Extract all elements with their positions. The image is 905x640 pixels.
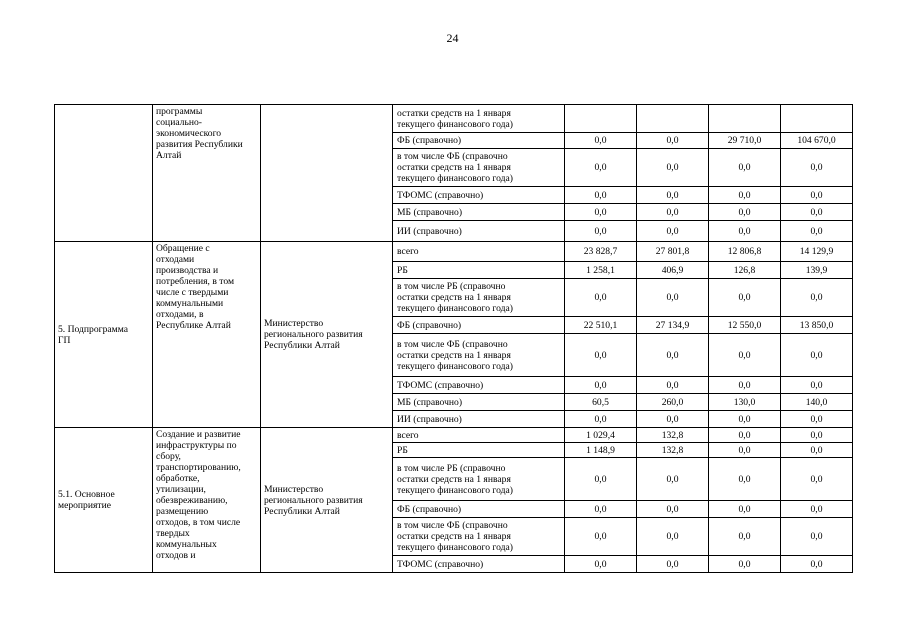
amount-cell: 0,0 xyxy=(709,279,781,317)
program-name-cell xyxy=(55,428,153,573)
funding-source-label: ТФОМС (справочно) xyxy=(397,379,484,391)
amount-cell: 0,0 xyxy=(781,334,853,377)
executor-text: Министерство регионального развития Республики Алтай xyxy=(264,318,363,351)
executor-cell xyxy=(261,242,393,428)
amount-cell: 130,0 xyxy=(709,394,781,411)
amount-cell: 0,0 xyxy=(637,204,709,221)
amount-cell: 0,0 xyxy=(565,187,637,204)
amount-cell: 0,0 xyxy=(709,411,781,428)
amount-cell: 0,0 xyxy=(709,443,781,458)
amount-cell: 0,0 xyxy=(637,187,709,204)
amount-cell: 23 828,7 xyxy=(565,242,637,262)
funding-source-cell xyxy=(393,518,565,556)
funding-source-label: МБ (справочно) xyxy=(397,396,463,408)
program-description-text: Обращение с отходами производства и потребления, в том числе с твердыми коммунальными отходами, в Республике Алтай xyxy=(156,243,235,331)
amount-cell: 0,0 xyxy=(781,221,853,242)
funding-source-cell xyxy=(393,411,565,428)
amount-cell: 0,0 xyxy=(781,443,853,458)
page-number: 24 xyxy=(446,31,459,45)
amount-cell: 0,0 xyxy=(781,377,853,394)
funding-source-label: всего xyxy=(397,246,419,257)
funding-source-cell xyxy=(393,187,565,204)
amount-cell: 22 510,1 xyxy=(565,317,637,334)
amount-cell: 1 148,9 xyxy=(565,443,637,458)
amount-cell: 27 134,9 xyxy=(637,317,709,334)
amount-cell: 0,0 xyxy=(637,149,709,187)
amount-cell: 0,0 xyxy=(709,428,781,443)
amount-cell: 0,0 xyxy=(565,334,637,377)
amount-cell: 0,0 xyxy=(781,428,853,443)
amount-cell: 0,0 xyxy=(565,501,637,518)
funding-source-label: ИИ (справочно) xyxy=(397,413,462,425)
funding-source-label: ФБ (справочно) xyxy=(397,135,462,146)
amount-cell: 406,9 xyxy=(637,262,709,279)
amount-cell: 104 670,0 xyxy=(781,133,853,149)
funding-source-label: ФБ (справочно) xyxy=(397,503,462,515)
funding-source-cell xyxy=(393,221,565,242)
amount-cell: 0,0 xyxy=(637,279,709,317)
funding-source-cell xyxy=(393,242,565,262)
amount-cell: 0,0 xyxy=(637,133,709,149)
funding-source-cell xyxy=(393,428,565,443)
amount-cell: 132,8 xyxy=(637,443,709,458)
amount-cell: 0,0 xyxy=(709,518,781,556)
amount-cell: 0,0 xyxy=(709,377,781,394)
funding-source-label: всего xyxy=(397,429,419,441)
amount-cell: 0,0 xyxy=(637,221,709,242)
amount-cell: 139,9 xyxy=(781,262,853,279)
amount-cell: 1 029,4 xyxy=(565,428,637,443)
amount-cell: 0,0 xyxy=(709,556,781,573)
funding-source-cell xyxy=(393,501,565,518)
amount-cell: 0,0 xyxy=(781,149,853,187)
executor-text: Министерство регионального развития Республики Алтай xyxy=(264,483,363,517)
amount-cell: 0,0 xyxy=(637,334,709,377)
amount-cell xyxy=(709,105,781,133)
amount-cell: 0,0 xyxy=(565,518,637,556)
amount-cell: 126,8 xyxy=(709,262,781,279)
amount-cell: 0,0 xyxy=(781,501,853,518)
funding-source-label: РБ xyxy=(397,444,408,456)
amount-cell xyxy=(781,105,853,133)
amount-cell: 0,0 xyxy=(709,221,781,242)
funding-source-label: в том числе РБ (справочно остатки средств на 1 января текущего финансового года) xyxy=(397,462,513,496)
amount-cell: 0,0 xyxy=(637,501,709,518)
funding-source-cell xyxy=(393,377,565,394)
funding-source-label: в том числе РБ (справочно остатки средств на 1 января текущего финансового года) xyxy=(397,281,513,314)
amount-cell: 0,0 xyxy=(709,187,781,204)
amount-cell: 0,0 xyxy=(781,204,853,221)
amount-cell: 0,0 xyxy=(781,556,853,573)
amount-cell: 12 806,8 xyxy=(709,242,781,262)
funding-source-label: ФБ (справочно) xyxy=(397,319,462,331)
amount-cell xyxy=(565,105,637,133)
program-description-cell xyxy=(153,105,261,242)
amount-cell: 27 801,8 xyxy=(637,242,709,262)
amount-cell: 0,0 xyxy=(709,149,781,187)
amount-cell: 0,0 xyxy=(637,411,709,428)
amount-cell: 0,0 xyxy=(709,458,781,501)
table-row xyxy=(55,105,853,133)
funding-source-cell xyxy=(393,262,565,279)
amount-cell: 0,0 xyxy=(781,458,853,501)
funding-source-label: в том числе ФБ (справочно остатки средств на 1 января текущего финансового года) xyxy=(397,151,513,184)
funding-source-cell xyxy=(393,443,565,458)
amount-cell: 140,0 xyxy=(781,394,853,411)
funding-source-cell xyxy=(393,556,565,573)
funding-source-label: ТФОМС (справочно) xyxy=(397,558,484,570)
amount-cell: 0,0 xyxy=(565,411,637,428)
program-description-cell xyxy=(153,428,261,573)
amount-cell: 0,0 xyxy=(637,458,709,501)
amount-cell: 0,0 xyxy=(565,221,637,242)
amount-cell: 0,0 xyxy=(709,204,781,221)
amount-cell: 0,0 xyxy=(709,501,781,518)
amount-cell: 0,0 xyxy=(565,204,637,221)
funding-source-cell xyxy=(393,394,565,411)
amount-cell: 29 710,0 xyxy=(709,133,781,149)
program-name-text: 5. Подпрограмма ГП xyxy=(58,323,128,346)
amount-cell: 60,5 xyxy=(565,394,637,411)
amount-cell: 0,0 xyxy=(565,149,637,187)
funding-source-label: в том числе ФБ (справочно остатки средств на 1 января текущего финансового года) xyxy=(397,520,513,553)
executor-cell xyxy=(261,105,393,242)
amount-cell: 14 129,9 xyxy=(781,242,853,262)
amount-cell: 0,0 xyxy=(637,518,709,556)
program-description-text: программы социально- экономического развития Республики Алтай xyxy=(156,106,243,161)
amount-cell: 0,0 xyxy=(709,334,781,377)
executor-cell xyxy=(261,428,393,573)
funding-source-label: остатки средств на 1 января текущего финансового года) xyxy=(397,107,513,130)
funding-source-label: РБ xyxy=(397,264,408,276)
amount-cell: 0,0 xyxy=(637,556,709,573)
amount-cell: 0,0 xyxy=(781,411,853,428)
funding-source-cell xyxy=(393,105,565,133)
amount-cell xyxy=(637,105,709,133)
amount-cell: 1 258,1 xyxy=(565,262,637,279)
funding-source-label: МБ (справочно) xyxy=(397,206,463,218)
funding-source-label: в том числе ФБ (справочно остатки средств на 1 января текущего финансового года) xyxy=(397,338,513,372)
table-row xyxy=(55,428,853,443)
funding-source-cell xyxy=(393,133,565,149)
funding-source-label: ТФОМС (справочно) xyxy=(397,189,484,201)
amount-cell: 0,0 xyxy=(565,556,637,573)
funding-source-cell xyxy=(393,149,565,187)
table-row xyxy=(55,242,853,262)
amount-cell: 13 850,0 xyxy=(781,317,853,334)
program-description-cell xyxy=(153,242,261,428)
funding-source-cell xyxy=(393,317,565,334)
funding-source-label: ИИ (справочно) xyxy=(397,225,462,237)
program-name-cell xyxy=(55,242,153,428)
amount-cell: 0,0 xyxy=(565,377,637,394)
amount-cell: 0,0 xyxy=(781,279,853,317)
amount-cell: 260,0 xyxy=(637,394,709,411)
amount-cell: 0,0 xyxy=(781,518,853,556)
funding-source-cell xyxy=(393,279,565,317)
program-name-cell xyxy=(55,105,153,242)
amount-cell: 132,8 xyxy=(637,428,709,443)
funding-source-cell xyxy=(393,458,565,501)
amount-cell: 0,0 xyxy=(565,133,637,149)
program-name-text: 5.1. Основное мероприятие xyxy=(58,489,115,511)
funding-source-cell xyxy=(393,334,565,377)
amount-cell: 0,0 xyxy=(781,187,853,204)
program-description-text: Создание и развитие инфраструктуры по сбору, транспортированию, обработке, утилизации, обезвреживанию, размещению отходов, в том числе твердых коммунальных отходов и xyxy=(156,429,241,561)
amount-cell: 0,0 xyxy=(565,458,637,501)
amount-cell: 12 550,0 xyxy=(709,317,781,334)
amount-cell: 0,0 xyxy=(637,377,709,394)
budget-table xyxy=(54,104,853,573)
amount-cell: 0,0 xyxy=(565,279,637,317)
funding-source-cell xyxy=(393,204,565,221)
